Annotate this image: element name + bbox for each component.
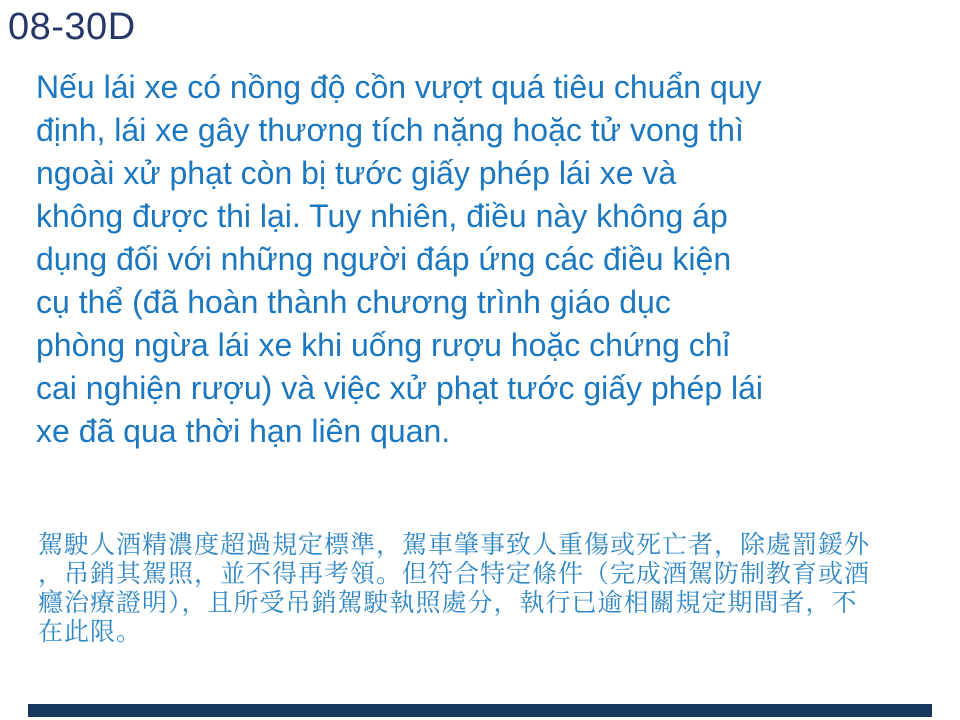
vietnamese-line: Nếu lái xe có nồng độ cồn vượt quá tiêu chuẩn quy [36, 69, 762, 105]
vietnamese-paragraph [36, 66, 936, 453]
vietnamese-line: cai nghiện rượu) và việc xử phạt tước giấy phép lái [36, 370, 764, 406]
footer-bar [28, 704, 932, 717]
chinese-line: 駕駛人酒精濃度超過規定標準，駕車肇事致人重傷或死亡者，除處罰鍰外 [38, 531, 871, 559]
slide-id-label: 08-30D [8, 6, 136, 48]
vietnamese-line: dụng đối với những người đáp ứng các điều kiện [36, 241, 732, 277]
vietnamese-line: không được thi lại. Tuy nhiên, điều này không áp [36, 198, 728, 234]
vietnamese-line: cụ thể (đã hoàn thành chương trình giáo dục [36, 284, 671, 320]
chinese-paragraph [38, 531, 938, 647]
chinese-line: ，吊銷其駕照，並不得再考領。但符合特定條件（完成酒駕防制教育或酒 [38, 560, 871, 588]
chinese-line: 癮治療證明），且所受吊銷駕駛執照處分，執行已逾相關規定期間者，不 [38, 589, 858, 617]
vietnamese-line: phòng ngừa lái xe khi uống rượu hoặc chứng chỉ [36, 327, 730, 363]
chinese-line: 在此限。 [38, 618, 143, 646]
vietnamese-line: định, lái xe gây thương tích nặng hoặc tử vong thì [36, 112, 744, 148]
vietnamese-line: xe đã qua thời hạn liên quan. [36, 413, 451, 449]
vietnamese-line: ngoài xử phạt còn bị tước giấy phép lái xe và [36, 155, 677, 191]
